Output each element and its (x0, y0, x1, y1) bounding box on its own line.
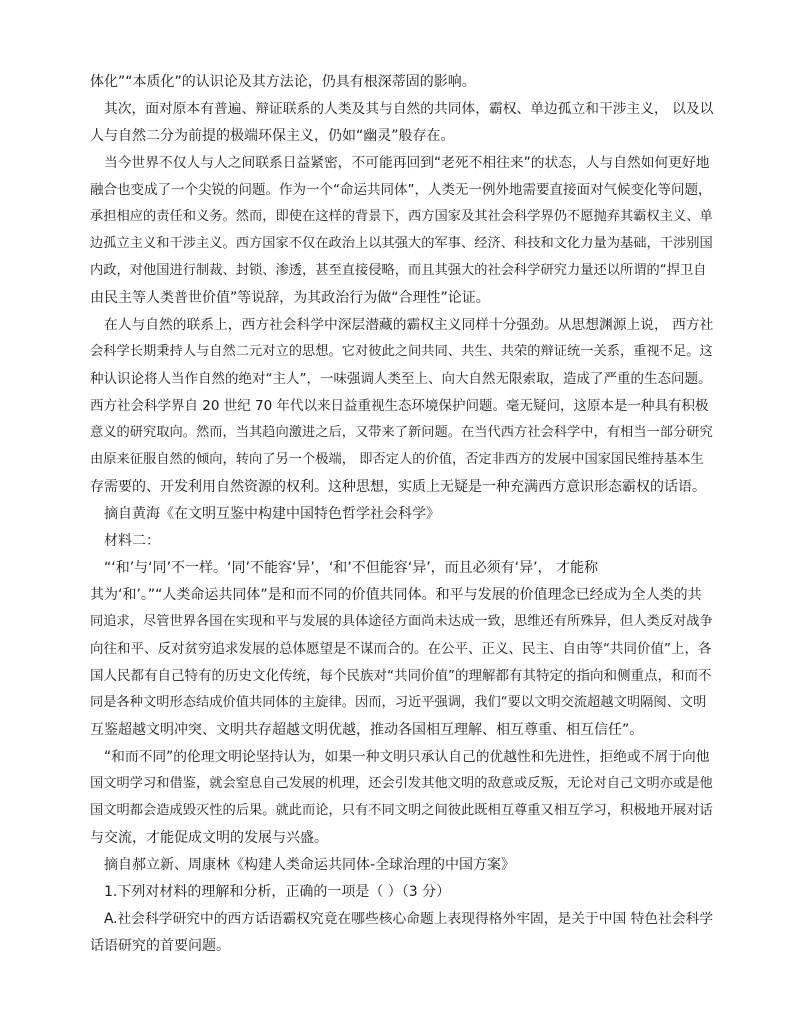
text-line: 在人与自然的联系上，西方社会科学中深层潜藏的霸权主义同样十分强劲。从思想渊源上说， 西方社 (104, 317, 714, 333)
text-line: 体化”“本质化”的认识论及其方法论，仍具有根深蒂固的影响。 (90, 74, 476, 90)
text-line: 与交流，才能促成文明的发展与兴盛。 (90, 830, 328, 846)
text-line: 国文明学习和借鉴，就会窒息自己发展的机理，还会引发其他文明的敌意或反叛，无论对自己文明亦或是他 (90, 776, 713, 791)
text-line: 种认识论将人当作自然的绝对“主人”，一味强调人类至上、向大自然无限索取，造成了严重的生态问题。 (90, 371, 712, 387)
text-line: 其次，面对原本有普遍、辩证联系的人类及其与自然的共同体，霸权、单边孤立和干涉主义， 以及以 (104, 101, 714, 117)
text-line: 当今世界不仅人与人之间联系日益紧密，不可能再回到“老死不相往来”的状态，人与自然如何更好地 (104, 155, 710, 171)
text-line: 向往和平、反对贫穷追求发展的总体愿望是不谋而合的。在公平、正义、民主、自由等“共同价值”上，各 (90, 641, 712, 657)
section-heading: 材料二： (104, 533, 160, 549)
text-line: 存需要的、开发利用自然资源的权利。这种思想，实质上无疑是一种充满西方意识形态霸权的话语。 (90, 479, 706, 495)
text-line: 其为‘和’。”“人类命运共同体”是和而不同的价值共同体。和平与发展的价值理念已经成为全人类的共 (90, 587, 702, 603)
question-stem: 1.下列对材料的理解和分析，正确的一项是（ ）（3 分） (104, 884, 451, 900)
text-line: 意义的研究取向。然而，当其趋向激进之后，又带来了新问题。在当代西方社会科学中，有相当一部分研究 (90, 425, 713, 440)
source-citation: 摘自郝立新、周康林《构建人类命运共同体-全球治理的中国方案》 (104, 857, 516, 873)
text-line: 同追求，尽管世界各国在实现和平与发展的具体途径方面尚未达成一致，思维还有所殊异，但人类反对战争 (90, 614, 713, 629)
text-line: 由原来征服自然的倾向，转向了另一个极端， 即否定人的价值，否定非西方的发展中国家国民维持基本生 (90, 452, 704, 467)
text-line: 人与自然二分为前提的极端环保主义，仍如“幽灵”般存在。 (90, 128, 455, 144)
answer-option-a-cont: 话语研究的首要问题。 (90, 938, 230, 954)
text-line: “和而不同”的伦理文明论坚持认为，如果一种文明只承认自己的优越性和先进性，拒绝或不屑于向他 (104, 749, 710, 765)
text-line: 互鉴超越文明冲突、文明共存超越文明优越，推动各国相互理解、相互尊重、相互信任”。 (90, 722, 644, 738)
text-line: 同是各种文明形态结成价值共同体的主旋律。因而，习近平强调，我们“要以文明交流超越文明隔阂、文明 (90, 695, 707, 710)
text-line: 国人民都有自己特有的历史文化传统，每个民族对“共同价值”的理解都有其特定的指向和侧重点，和而不 (90, 668, 712, 684)
text-line: 西方社会科学界自 20 世纪 70 年代以来日益重视生态环境保护问题。毫无疑问，这原本是一种具有积极 (90, 398, 709, 414)
text-line: 由民主等人类普世价值”等说辞，为其政治行为做“合理性”论证。 (90, 290, 490, 306)
text-line: 融合也变成了一个尖锐的问题。作为一个“命运共同体”，人类无一例外地需要直接面对气候变化等问题， (90, 182, 712, 198)
text-line: 国文明都会造成毁灭性的后果。就此而论，只有不同文明之间彼此既相互尊重又相互学习，积极地开展对话 (90, 803, 713, 818)
text-line: 内政，对他国进行制裁、封锁、渗透，甚至直接侵略，而且其强大的社会科学研究力量还以所谓的“捍卫自 (90, 263, 707, 278)
text-line: “‘和’与‘同’不一样。‘同’不能容‘异’，‘和’不但能容‘异’，而且必须有‘异’， 才能称 (104, 560, 599, 576)
source-citation: 摘自黄海《在文明互鉴中构建中国特色哲学社会科学》 (104, 506, 440, 522)
text-line: 会科学长期秉持人与自然二元对立的思想。它对彼此之间共同、共生、共荣的辩证统一关系，重视不足。这 (90, 344, 713, 359)
text-line: 承担相应的责任和义务。然而，即使在这样的背景下，西方国家及其社会科学界仍不愿抛弃其霸权主义、单 (90, 209, 713, 224)
text-line: 边孤立主义和干涉主义。西方国家不仅在政治上以其强大的军事、经济、科技和文化力量为基础，干涉别国 (90, 236, 713, 251)
answer-option-a: A.社会科学研究中的西方话语霸权究竟在哪些核心命题上表现得格外牢固，是关于中国 特色社会科学 (104, 911, 714, 927)
